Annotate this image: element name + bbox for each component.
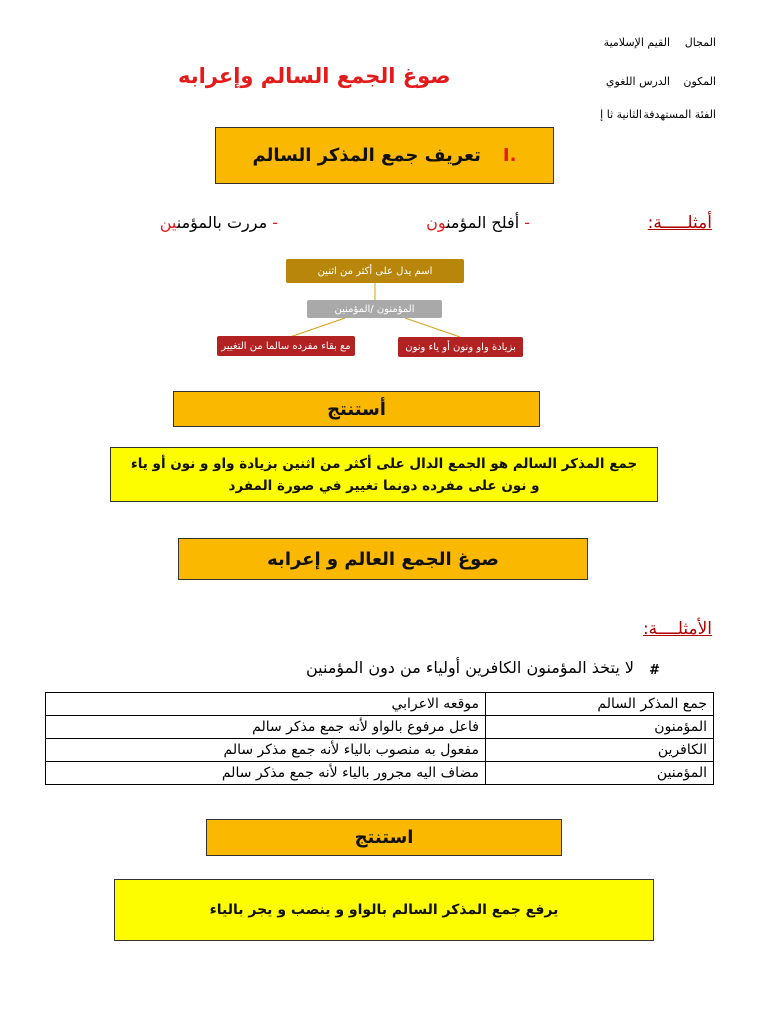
table-cell: مفعول به منصوب بالياء لأنه جمع مذكر سالم (46, 739, 486, 762)
component-value: الدرس اللغوي (605, 75, 670, 88)
connector-middle-left (290, 318, 345, 337)
diagram-node-top: اسم يدل على أكثر من اثنين (286, 259, 464, 283)
conclusion1-text-line2: و نون على مفرده دونما تغيير في صورة المفرد (228, 477, 540, 494)
conclusion1-heading: أستنتج (327, 398, 386, 420)
table-row (46, 716, 714, 739)
section2-heading-box (178, 538, 588, 580)
domain-label: المجال (684, 36, 716, 49)
table-cell: المؤمنون (486, 716, 714, 739)
section1-title: تعريف جمع المذكر السالم (252, 145, 481, 166)
example1-dash: - (519, 213, 530, 232)
table-cell: المؤمنين (486, 762, 714, 785)
conclusion1-heading-box (173, 391, 540, 427)
conclusion2-heading: استنتج (354, 827, 414, 848)
examples2-label: الأمثلــــة: (642, 619, 712, 639)
conclusion2-text-box (114, 879, 654, 941)
diagram-node-middle: المؤمنون /المؤمنين (307, 300, 442, 318)
connector-middle-right (405, 318, 460, 337)
diagram-node-left: مع بقاء مفرده سالما من التغيير (217, 336, 355, 356)
domain-value: القيم الإسلامية (603, 36, 670, 49)
example2-suffix: ين (159, 213, 177, 232)
table-cell: مضاف اليه مجرور بالياء لأنه جمع مذكر سالم (46, 762, 486, 785)
irab-table (45, 692, 714, 785)
conclusion1-text-box (110, 447, 658, 502)
table-row (46, 739, 714, 762)
section2-title: صوغ الجمع العالم و إعرابه (267, 548, 499, 570)
table-header-cell: جمع المذكر السالم (486, 693, 714, 716)
diagram-connectors (0, 0, 768, 400)
example1-suffix: ون (426, 213, 447, 232)
table-header-row (46, 693, 714, 716)
examples2-sentence: لا يتخذ المؤمنون الكافرين أولياء من دون المؤمنين (306, 658, 634, 677)
example2-dash: - (267, 213, 278, 232)
conclusion2-text: يرفع جمع المذكر السالم بالواو و ينصب و يجر بالياء (209, 902, 559, 918)
component-label: المكون (683, 75, 716, 88)
target-label: الفئة المستهدفة (643, 108, 716, 121)
conclusion2-heading-box (206, 819, 562, 856)
table-cell: الكافرين (486, 739, 714, 762)
diagram-node-right: بزيادة واو ونون أو ياء ونون (398, 337, 523, 357)
examples2-bullet: # (649, 663, 660, 678)
table-cell: فاعل مرفوع بالواو لأنه جمع مذكر سالم (46, 716, 486, 739)
target-value: الثانية ثا إ (600, 108, 642, 121)
table-row (46, 762, 714, 785)
example2-text: مررت بالمؤمن (176, 213, 268, 232)
examples1-label: أمثلـــــة: (647, 213, 712, 233)
conclusion1-text-line1: جمع المذكر السالم هو الجمع الدال على أكثر من اثنين بزيادة واو و نون أو ياء (130, 455, 638, 472)
table-header-cell: موقعه الاعرابي (46, 693, 486, 716)
main-title: صوغ الجمع السالم وإعرابه (178, 64, 451, 88)
example1-text: أفلح المؤمن (446, 213, 520, 232)
section1-number: I. (502, 145, 517, 166)
